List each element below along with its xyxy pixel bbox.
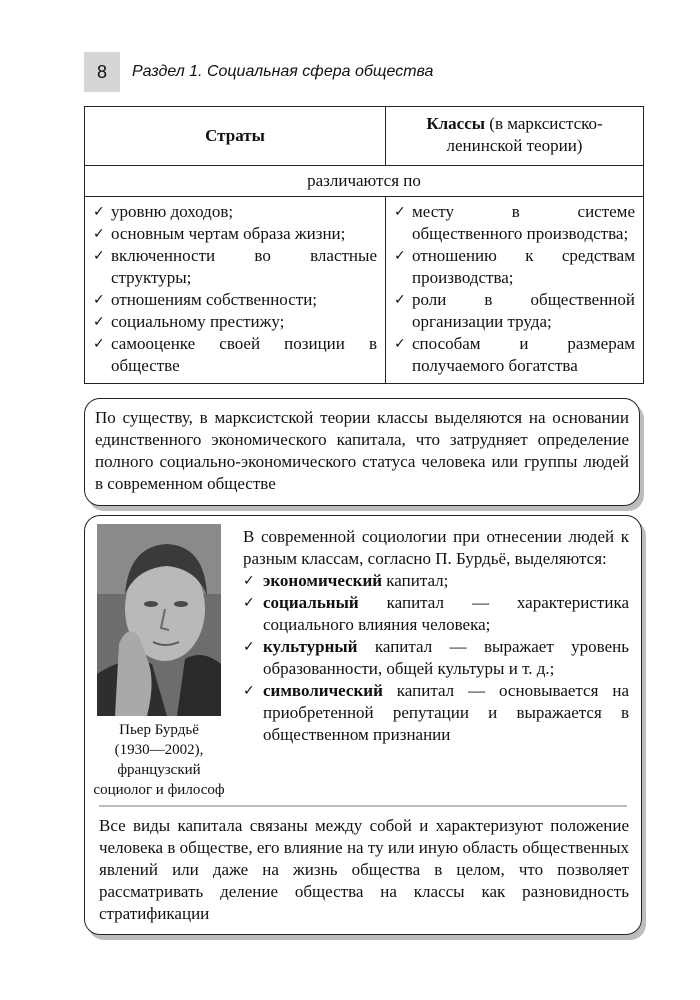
- check-icon: ✓: [243, 573, 255, 589]
- list-item: ✓ основным чертам образа жизни;: [93, 224, 346, 243]
- classes-header: [386, 107, 644, 166]
- bourdieu-portrait: [97, 524, 221, 716]
- list-item: ✓ культурный капитал — выражает уровень образованности, общей культуры и т. д.;: [243, 637, 629, 678]
- list-item: ✓ социальный капитал — характеристика социального влияния человека;: [243, 593, 629, 634]
- list-item: ✓ отношениям собственности;: [93, 290, 318, 309]
- marxist-note-box: По существу, в марксистской теории классы выделяются на основании единственного экономического капитала, что затрудняет определение полного социально-экономического статуса человека или группы людей в современном обществе: [84, 398, 640, 506]
- bourdieu-intro: В современной социологии при отнесении людей к разным классам, согласно П. Бурдьё, выделяются:: [243, 527, 629, 568]
- check-icon: ✓: [93, 226, 105, 242]
- check-icon: ✓: [93, 292, 105, 308]
- bourdieu-text: [243, 526, 629, 746]
- bourdieu-box: [84, 515, 642, 935]
- list-item: ✓ роли в общественной организации труда;: [394, 290, 635, 331]
- caption-name: Пьер Бурдьё: [119, 722, 199, 738]
- strata-list: [93, 201, 377, 377]
- check-icon: ✓: [243, 639, 255, 655]
- classes-header-bold: Классы: [426, 114, 486, 133]
- check-icon: ✓: [394, 248, 406, 264]
- check-icon: ✓: [93, 336, 105, 352]
- comparison-table: [84, 106, 644, 384]
- shared-criteria-row: различаются по: [85, 166, 644, 197]
- portrait-illustration: [97, 524, 221, 716]
- check-icon: ✓: [93, 204, 105, 220]
- strata-list-cell: [85, 197, 386, 384]
- list-item: ✓ месту в системе общественного производства;: [394, 202, 635, 243]
- list-item: ✓ отношению к средствам производства;: [394, 246, 635, 287]
- page-number: 8: [84, 52, 120, 92]
- strata-header: Страты: [85, 107, 386, 166]
- classes-header-rest-2: ленинской теории): [446, 136, 583, 155]
- section-title: Раздел 1. Социальная сфера общества: [132, 63, 434, 80]
- classes-header-rest-1: (в марксистско-: [485, 114, 603, 133]
- check-icon: ✓: [394, 336, 406, 352]
- list-item: ✓ символический капитал — основывается на приобретенной репутации и выражается в общественном признании: [243, 681, 629, 744]
- classes-list: [394, 201, 635, 377]
- list-item: ✓ способам и размерам получаемого богатства: [394, 334, 635, 375]
- check-icon: ✓: [243, 683, 255, 699]
- portrait-caption: [87, 720, 231, 800]
- check-icon: ✓: [394, 292, 406, 308]
- caption-years: (1930—2002),: [114, 742, 204, 758]
- list-item: ✓ экономический капитал;: [243, 571, 449, 590]
- page-header: [84, 52, 433, 92]
- list-item: ✓ социальному престижу;: [93, 312, 285, 331]
- capital-summary: Все виды капитала связаны между собой и характеризуют положение человека в обществе, его влияние на ту или иную область общественных явлений или даже на жизнь общества в целом, что позволяет рассматривать деление общества на классы как разновидность стратификации: [99, 816, 629, 923]
- list-item: ✓ самооценке своей позиции в обществе: [93, 334, 377, 375]
- caption-role: французский социолог и философ: [93, 762, 225, 798]
- capital-list: [243, 570, 629, 746]
- check-icon: ✓: [93, 314, 105, 330]
- check-icon: ✓: [243, 595, 255, 611]
- list-item: ✓ включенности во властные структуры;: [93, 246, 377, 287]
- divider: [99, 805, 627, 807]
- check-icon: ✓: [394, 204, 406, 220]
- classes-list-cell: [386, 197, 644, 384]
- check-icon: ✓: [93, 248, 105, 264]
- list-item: ✓ уровню доходов;: [93, 202, 234, 221]
